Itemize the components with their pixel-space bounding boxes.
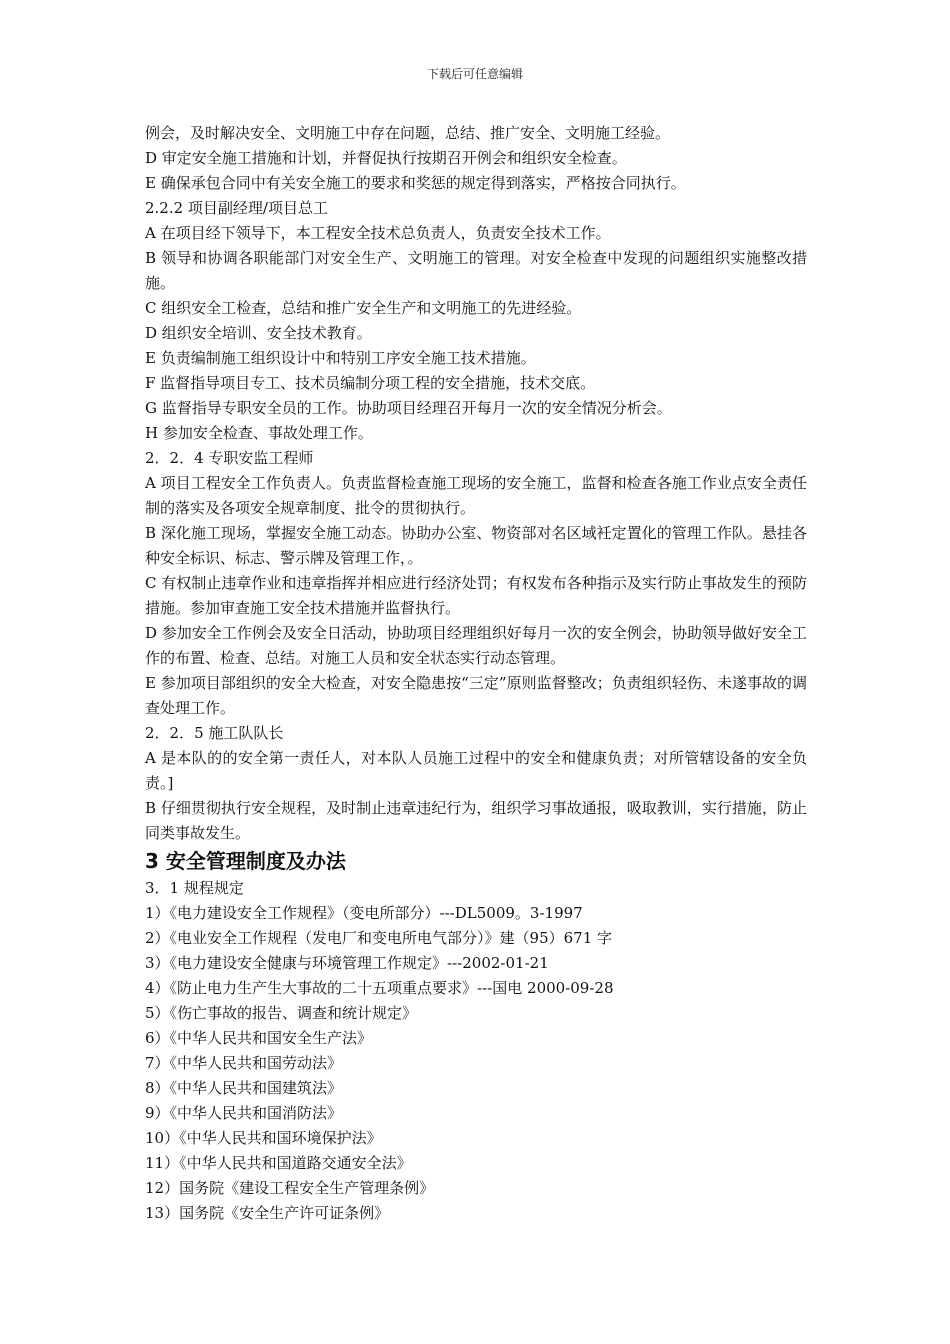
regulation-item: 5）《伤亡事故的报告、调查和统计规定》 [145,1004,418,1022]
paragraph: H 参加安全检查、事故处理工作。 [145,424,373,442]
regulation-item: 8）《中华人民共和国建筑法》 [145,1079,343,1097]
regulation-item: 11）《中华人民共和国道路交通安全法》 [145,1154,412,1172]
paragraph: C 组织安全工检查，总结和推广安全生产和文明施工的先进经验。 [145,299,582,317]
subsection-heading: 2．2．4 专职安监工程师 [145,449,314,467]
paragraph: D 审定安全施工措施和计划，并督促执行按期召开例会和组织安全检查。 [145,149,627,167]
paragraph: F 监督指导项目专工、技术员编制分项工程的安全措施，技术交底。 [145,374,596,392]
regulation-item: 6）《中华人民共和国安全生产法》 [145,1029,373,1047]
paragraph: G 监督指导专职安全员的工作。协助项目经理召开每月一次的安全情况分析会。 [145,399,672,417]
regulation-item: 1）《电力建设安全工作规程》（变电所部分）---DL5009。3-1997 [145,904,583,922]
paragraph: E 负责编制施工组织设计中和特别工序安全施工技术措施。 [145,349,536,367]
regulation-item: 9）《中华人民共和国消防法》 [145,1104,343,1122]
subsection-heading: 2.2.2 项目副经理/项目总工 [145,199,328,217]
subsection-heading: 2．2．5 施工队队长 [145,724,284,742]
regulation-item: 3）《电力建设安全健康与环境管理工作规定》---2002-01-21 [145,954,549,972]
paragraph: D 参加安全工作例会及安全日活动，协助项目经理组织好每月一次的安全例会，协助领导做好安全工作的布置、检查、总结。对施工人员和安全状态实行动态管理。 [145,624,807,667]
section-heading: 3 安全管理制度及办法 [145,849,346,873]
paragraph: B 仔细贯彻执行安全规程，及时制止违章违纪行为，组织学习事故通报，吸取教训，实行措施，防止同类事故发生。 [145,799,807,842]
paragraph: A 在项目经下领导下，本工程安全技术总负责人，负责安全技术工作。 [145,224,611,242]
page-header: 下载后可任意编辑 [426,67,523,81]
paragraph: E 确保承包合同中有关安全施工的要求和奖惩的规定得到落实，严格按合同执行。 [145,174,686,192]
paragraph: A 是本队的的安全第一责任人，对本队人员施工过程中的安全和健康负责；对所管辖设备的安全负责。] [145,749,807,792]
regulation-item: 13）国务院《安全生产许可证条例》 [145,1204,390,1222]
regulation-item: 10）《中华人民共和国环境保护法》 [145,1129,382,1147]
document-body [145,121,807,1226]
paragraph: B 领导和协调各职能部门对安全生产、文明施工的管理。对安全检查中发现的问题组织实施整改措施。 [145,249,807,292]
paragraph: 例会，及时解决安全、文明施工中存在问题，总结、推广安全、文明施工经验。 [145,124,671,142]
paragraph: C 有权制止违章作业和违章指挥并相应进行经济处罚；有权发布各种指示及实行防止事故发生的预防措施。参加审查施工安全技术措施并监督执行。 [145,574,807,617]
subsection-heading: 3．1 规程规定 [145,879,244,897]
regulation-item: 7）《中华人民共和国劳动法》 [145,1054,343,1072]
regulation-item: 4）《防止电力生产生大事故的二十五项重点要求》---国电 2000-09-28 [145,979,614,997]
paragraph: B 深化施工现场，掌握安全施工动态。协助办公室、物资部对名区域衽定置化的管理工作队。悬挂各种安全标识、标志、警示牌及管理工作，。 [145,524,807,567]
paragraph: E 参加项目部组织的安全大检查，对安全隐患按“三定”原则监督整改；负责组织轻伤、未遂事故的调查处理工作。 [145,674,807,717]
regulation-item: 12）国务院《建设工程安全生产管理条例》 [145,1179,435,1197]
paragraph: D 组织安全培训、安全技术教育。 [145,324,372,342]
regulation-item: 2）《电业安全工作规程（发电厂和变电所电气部分）》建（95）671 字 [145,929,613,947]
paragraph: A 项目工程安全工作负责人。负责监督检查施工现场的安全施工，监督和检查各施工作业点安全责任制的落实及各项安全规章制度、批令的贯彻执行。 [145,474,807,517]
